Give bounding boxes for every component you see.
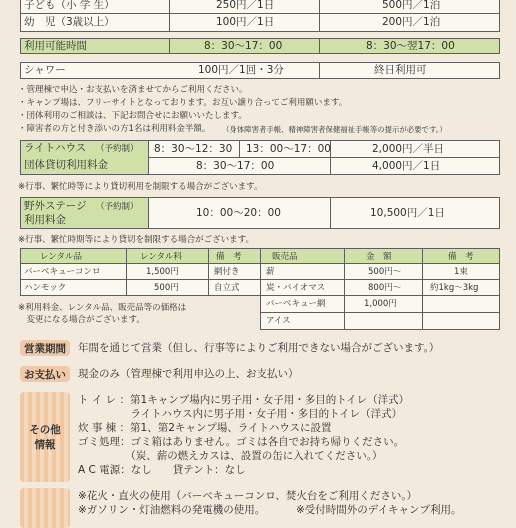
fee-row-value: 100円／1日: [216, 16, 275, 28]
stage-note: ※行事、繁忙時期等により貸切を制限する場合がございます。: [18, 235, 254, 245]
note-line: ・管理棟で申込・お支払いを済ませてからご利用ください。: [18, 85, 248, 95]
lighthouse-note: ※行事、繁忙時等により貸切利用を制限する場合がございます。: [18, 182, 263, 192]
business-text: 年間を通じて営業（但し、行事等によりご利用できない場合がございます。）: [78, 342, 440, 354]
sales-price: 800円〜: [368, 283, 402, 293]
sales-price: 500円〜: [368, 267, 402, 277]
note-line: ・キャンプ場は、フリーサイトとなっております。お互い譲り合ってご利用願います。: [18, 98, 348, 108]
other-info-line: （炭、薪の燃えカスは、設置の缶に入れてください。）: [78, 450, 383, 462]
fee-row-value: 500円／1泊: [382, 0, 441, 11]
stage-price: 10,500円／1日: [370, 207, 445, 219]
lighthouse-time: 8：30〜12：30: [154, 143, 233, 155]
payment-tag: お支払い: [20, 366, 70, 382]
sales-item: バーベキュー網: [266, 299, 326, 309]
rental-header: 備 考: [216, 252, 242, 262]
shower-availability: 終日利用可: [374, 64, 427, 76]
other-info-line: ゴミ処理：ゴミ箱はありません。ゴミは各自でお持ち帰りください。: [78, 436, 405, 448]
other-info-tag: [20, 392, 70, 482]
lighthouse-price: 2,000円／半日: [372, 143, 445, 155]
hours-day: 8：30〜17：00: [204, 40, 283, 52]
hours-night: 8：30〜翌17：00: [366, 40, 455, 52]
sales-header: 金 額: [366, 252, 392, 262]
rental-price: 500円: [154, 283, 179, 293]
shower-price: 100円／1回・3分: [198, 64, 284, 76]
document-page: [14, 0, 514, 516]
stage-reserve: （予約制）: [96, 202, 139, 212]
rental-remark: 自立式: [214, 283, 240, 293]
other-tag-line: 情報: [34, 439, 56, 451]
sales-remark: 約1kg〜3kg: [430, 283, 479, 293]
lighthouse-subtitle: 団体貸切利用料金: [24, 159, 108, 171]
other-info-line: 炊 事 棟 ：第1、第2キャンプ場、ライトハウスに設置: [78, 422, 332, 434]
rental-item: ハンモック: [24, 283, 67, 293]
bottom-tag: [20, 488, 70, 528]
fee-row-label: 幼 児（3歳以上）: [24, 16, 115, 28]
stage-subtitle: 利用料金: [24, 214, 66, 226]
stage-title: 野外ステージ: [24, 200, 87, 212]
rental-header: レンタル品: [40, 252, 82, 262]
note-small: （身体障害者手帳、精神障害者保健福祉手帳等の提示が必要です。）: [222, 125, 447, 134]
stage-time: 10：00〜20：00: [196, 207, 281, 219]
note-line: ・障害者の方と付き添いの方1名は利用料金半額。: [18, 124, 211, 134]
lighthouse-title: ライトハウス: [24, 142, 87, 154]
sales-header: 販売品: [272, 252, 298, 262]
other-tag-line: その他: [29, 424, 61, 436]
lighthouse-time: 13：00〜17：00: [246, 143, 331, 155]
other-info-line: ト イ レ ：第1キャンプ場内に男子用・女子用・多目的トイレ（洋式）: [78, 394, 410, 406]
sales-price: 1,000円: [364, 299, 397, 309]
sales-item: 炭・バイオマス: [266, 283, 326, 293]
fee-row-value: 200円／1泊: [382, 16, 441, 28]
rental-note: ※利用料金、レンタル品、販売品等の価格は: [18, 303, 187, 313]
bottom-note: ※花火・直火の使用（バーベキューコンロ、焚火台をご利用ください。）: [78, 490, 418, 502]
other-info-line: ライトハウス内に男子用・女子用・多目的トイレ（洋式）: [78, 408, 403, 420]
rental-header: レンタル料: [140, 252, 182, 262]
fee-row-label: 子ども（小 学 生）: [24, 0, 115, 11]
rental-remark: 網付き: [214, 267, 240, 277]
business-tag: 営業期間: [20, 340, 70, 356]
bottom-note: ※受付時間外のデイキャンプ利用。: [296, 504, 462, 516]
payment-text: 現金のみ（管理棟で利用申込の上、お支払い）: [78, 368, 299, 380]
other-info-line: A C 電源：なし 貸テント：なし: [78, 464, 246, 476]
sales-remark: 1束: [454, 267, 468, 277]
hours-label: 利用可能時間: [24, 40, 87, 52]
bottom-note: ※ガソリン・灯油燃料の発電機の使用。: [78, 504, 266, 516]
shower-label: シャワー: [24, 64, 66, 76]
rental-item: バーベキューコンロ: [24, 267, 101, 277]
sales-item: 薪: [266, 267, 275, 277]
note-line: ・団体利用のご相談は、下記お問合せにお願いいたします。: [18, 111, 247, 121]
rental-note: 変更になる場合がございます。: [18, 315, 145, 325]
rental-price: 1,500円: [146, 267, 179, 277]
sales-item: アイス: [266, 316, 291, 326]
fee-row-value: 250円／1日: [216, 0, 275, 11]
lighthouse-price: 4,000円／1日: [372, 160, 441, 172]
lighthouse-reserve: （予約制）: [96, 144, 139, 154]
lighthouse-time: 8：30〜17：00: [196, 160, 275, 172]
sales-header: 備 考: [448, 252, 474, 262]
